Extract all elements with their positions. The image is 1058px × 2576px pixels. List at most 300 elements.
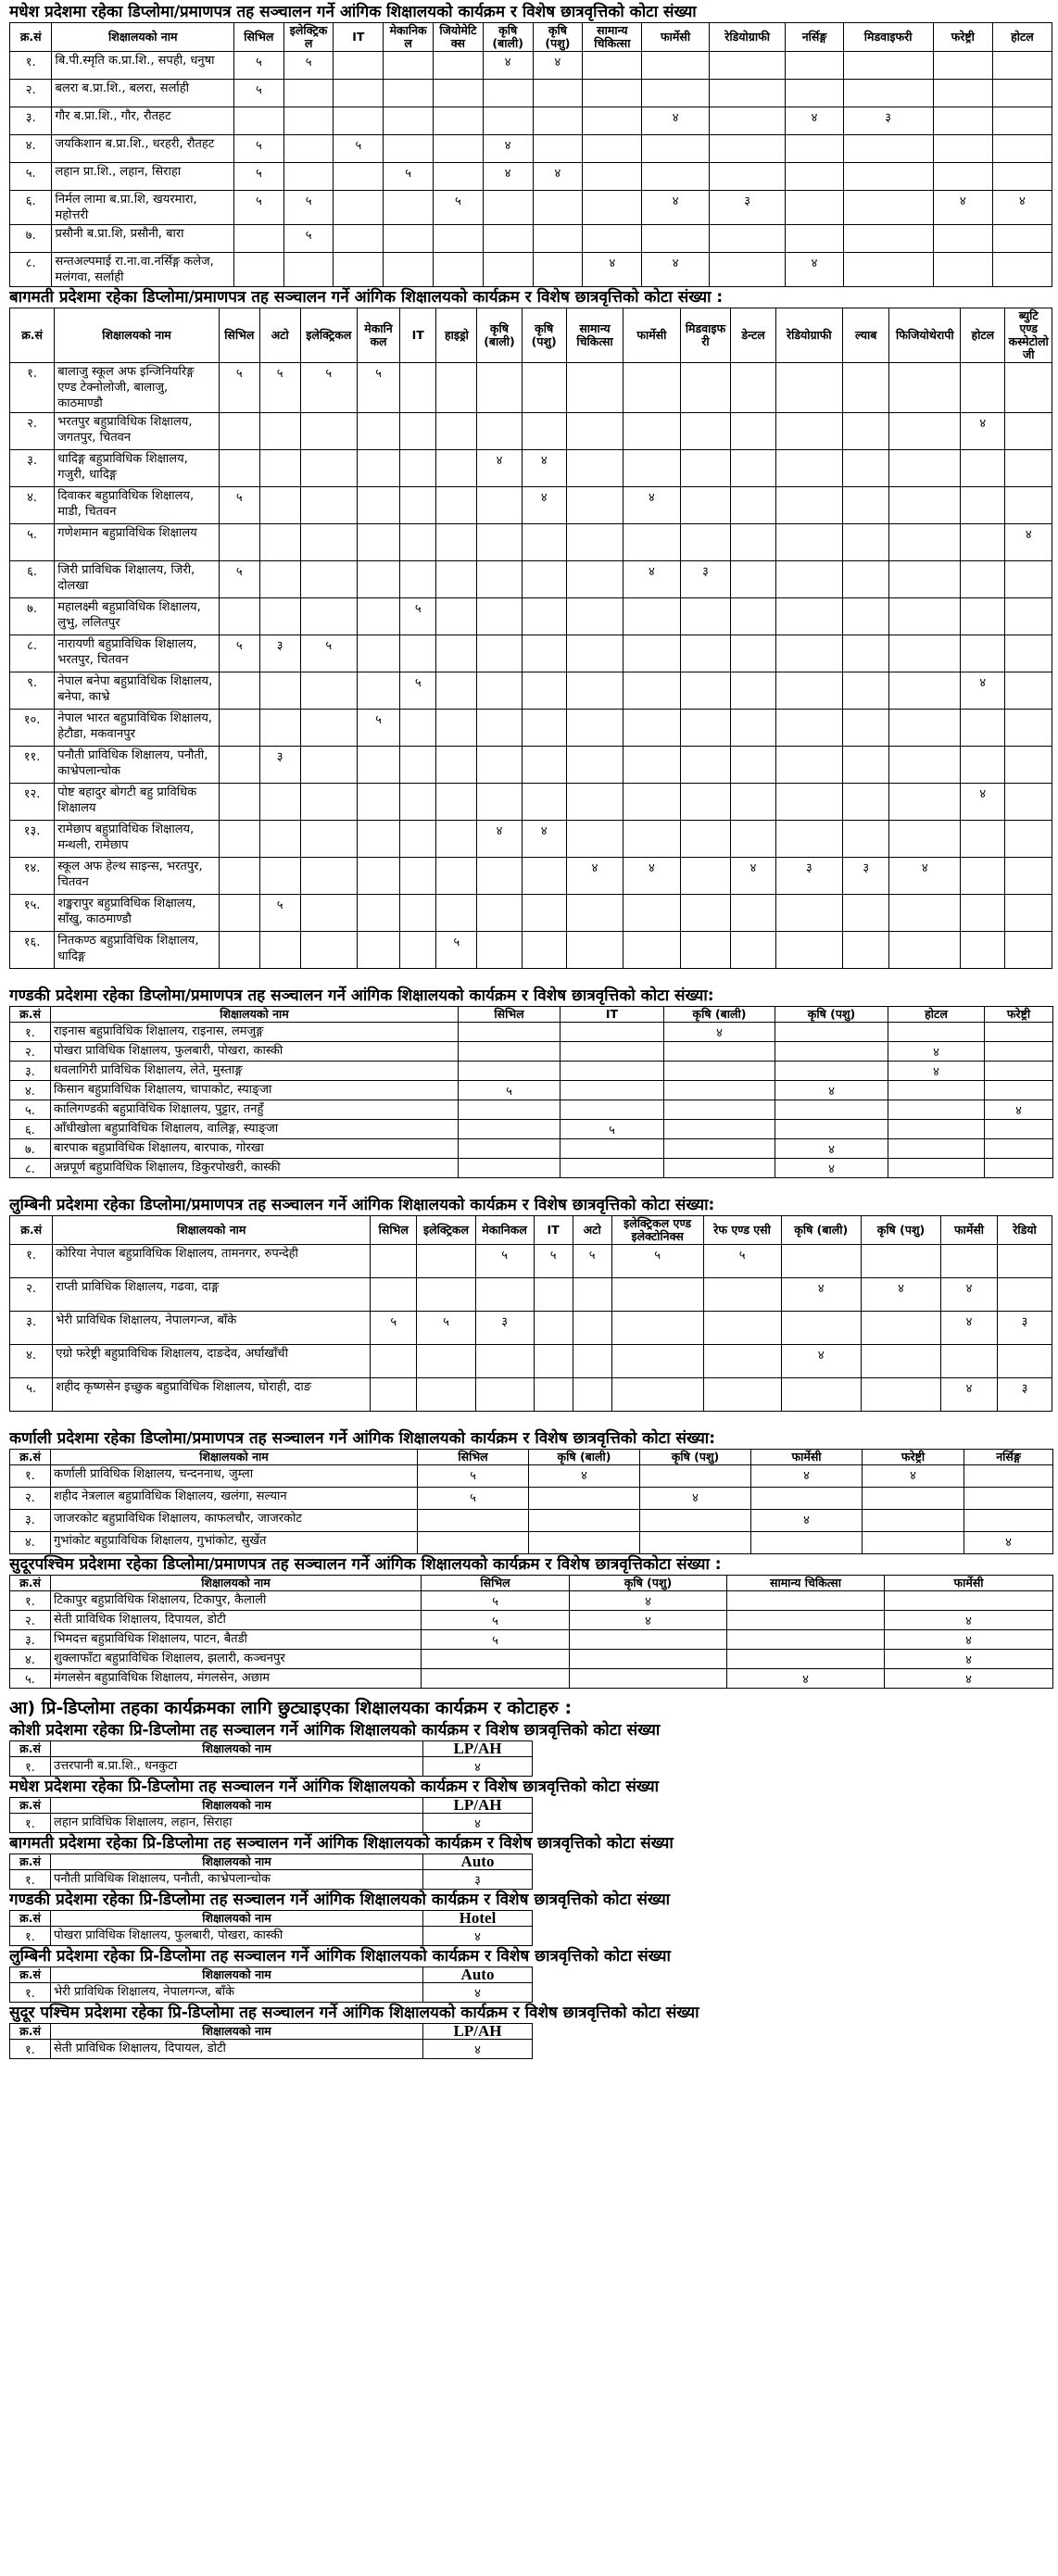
quota-cell [583,107,642,135]
quota-cell [992,225,1052,253]
quota-cell: ४ [423,1757,533,1777]
quota-cell [843,747,889,784]
table-row [10,1081,1053,1100]
quota-cell: ५ [422,1630,570,1650]
quota-cell [357,561,399,598]
quota-cell [300,487,357,524]
table-row [10,1814,533,1833]
quota-cell [998,1245,1052,1278]
quota-cell [861,1245,940,1278]
table-row [10,1139,1053,1159]
quota-cell: ५ [611,1245,703,1278]
bagmati-col-header: सिभिल [219,308,259,363]
serial-cell: ३. [10,450,55,487]
institution-name: शहीद नेत्रलाल बहुप्राविधिक शिक्षालय, खलंगा, सल्यान [51,1488,418,1510]
quota-cell [775,561,842,598]
serial-cell: ३. [10,1630,51,1650]
quota-cell [560,1081,664,1100]
institution-name: लहान प्राविधिक शिक्षालय, लहान, सिराहा [51,1814,423,1833]
pre-section-title: बागमती प्रदेशमा रहेका प्रि-डिप्लोमा तह सञ्चालन गर्ने आंगिक शिक्षालयको कार्यक्रम र विशेष छात्रवृत्तिको कोटा संख्या [9,1834,674,1853]
serial-cell: २. [10,413,55,450]
quota-cell [775,895,842,932]
quota-cell [566,561,623,598]
quota-cell: ४ [477,821,522,858]
gandaki-col-header: सिभिल [459,1007,560,1023]
quota-cell [642,135,709,163]
quota-cell [219,784,259,821]
quota-cell [709,107,786,135]
quota-cell [334,107,384,135]
quota-cell [623,672,680,710]
quota-cell: ५ [233,191,283,225]
quota-cell [436,895,477,932]
quota-cell [357,858,399,895]
madhesh-header-row [10,23,1052,52]
quota-cell: ४ [933,191,992,225]
quota-cell [566,487,623,524]
serial-cell: ५. [10,163,52,191]
institution-name: नितकण्ठ बहुप्राविधिक शिक्षालय, धादिङ्ग [55,932,220,969]
institution-name: पनौती प्राविधिक शिक्षालय, पनौती, काभ्रेपलान्चोक [51,1870,423,1890]
quota-cell [560,1062,664,1081]
quota-cell [775,672,842,710]
table-row [10,1345,1052,1378]
quota-cell [400,932,436,969]
quota-cell [475,1278,534,1312]
institution-name: रामेछाप बहुप्राविधिक शिक्षालय, मन्थली, रामेछाप [55,821,220,858]
serial-cell: ६. [10,1120,51,1139]
quota-cell [843,821,889,858]
table-row [10,672,1052,710]
bagmati-title: बागमती प्रदेशमा रहेका डिप्लोमा/प्रमाणपत्र तह सञ्चालन गर्ने आंगिक शिक्षालयको कार्यक्रम र विशेष छात्रवृत्तिको कोटा संख्या : [9,288,724,307]
quota-cell: ४ [751,1465,863,1488]
table-row [10,1757,533,1777]
lumbini-table [9,1215,1052,1412]
quota-cell [775,747,842,784]
quota-cell [570,1650,727,1669]
quota-cell [573,1378,611,1412]
quota-cell [570,1669,727,1689]
quota-cell [483,107,533,135]
quota-cell [400,487,436,524]
quota-cell [400,895,436,932]
institution-name: पोखरा प्राविधिक शिक्षालय, फुलबारी, पोखरा, कास्की [51,1042,459,1062]
lumbini-col-header: क्र.सं [10,1216,53,1245]
quota-cell: ५ [300,635,357,672]
serial-cell: १. [10,1927,51,1946]
quota-cell: ४ [781,1345,861,1378]
quota-cell [300,524,357,561]
quota-cell: ४ [961,413,1005,450]
quota-cell [775,1042,888,1062]
pre-header-row [10,1967,533,1983]
pre-section-table [9,1740,533,1777]
quota-cell [889,710,961,747]
quota-cell [566,450,623,487]
quota-cell [522,784,566,821]
quota-cell [522,598,566,635]
lumbini-col-header: रेफ एण्ड एसी [703,1216,781,1245]
quota-cell [961,895,1005,932]
quota-cell [961,561,1005,598]
quota-cell [642,163,709,191]
quota-cell [843,635,889,672]
quota-cell [566,932,623,969]
quota-cell [889,747,961,784]
quota-cell [400,524,436,561]
bagmati-col-header: फिजियोथेरापी [889,308,961,363]
table-row [10,191,1052,225]
karnali-title: कर्णाली प्रदेशमा रहेका डिप्लोमा/प्रमाणपत्र तह सञ्चालन गर्ने आंगिक शिक्षालयको कार्यक्रम र विशेष छात्रवृत्तिको कोटा संख्या: [9,1429,716,1448]
quota-cell [434,163,484,191]
quota-cell [436,858,477,895]
quota-cell [459,1120,560,1139]
quota-cell [933,80,992,107]
quota-cell [623,635,680,672]
sudur-header-row [10,1576,1053,1591]
bagmati-table [9,308,1052,969]
institution-name: बारपाक बहुप्राविधिक शिक्षालय, बारपाक, गोरखा [51,1139,459,1159]
madhesh-col-header: मिडवाइफरी [843,23,933,52]
quota-cell: ४ [623,858,680,895]
quota-cell [961,635,1005,672]
quota-cell [889,450,961,487]
quota-cell [642,225,709,253]
bagmati-col-header: क्र.सं [10,308,55,363]
quota-cell [709,163,786,191]
quota-cell [623,821,680,858]
quota-cell [477,524,522,561]
quota-cell [843,672,889,710]
pre-section-table [9,1797,533,1833]
quota-cell [384,191,434,225]
quota-cell: ५ [357,363,399,413]
quota-cell [566,635,623,672]
quota-cell [384,52,434,80]
quota-cell [522,932,566,969]
quota-cell: ५ [475,1245,534,1278]
quota-cell: ५ [259,363,300,413]
table-row [10,1611,1053,1630]
lumbini-col-header: कृषि (बाली) [781,1216,861,1245]
quota-cell [727,1630,885,1650]
table-row [10,747,1052,784]
quota-cell: ४ [642,191,709,225]
institution-name: शहीद कृष्णसेन इच्छुक बहुप्राविधिक शिक्षालय, घोराही, दाङ [53,1378,371,1412]
quota-cell [259,821,300,858]
quota-cell [933,52,992,80]
quota-cell [357,524,399,561]
quota-cell [477,858,522,895]
pre-col-name: शिक्षालयको नाम [51,1854,423,1870]
quota-cell [731,413,775,450]
quota-cell: ५ [436,932,477,969]
quota-cell [642,80,709,107]
gandaki-col-header: कृषि (बाली) [664,1007,775,1023]
quota-cell [889,524,961,561]
madhesh-col-header: नर्सिङ्ग [786,23,843,52]
quota-cell [357,413,399,450]
karnali-header-row [10,1450,1053,1465]
quota-cell [664,1062,775,1081]
quota-cell [219,932,259,969]
quota-cell [775,1100,888,1120]
quota-cell [888,1081,985,1100]
quota-cell [888,1100,985,1120]
lumbini-col-header: शिक्षालयको नाम [53,1216,371,1245]
gandaki-col-header: IT [560,1007,664,1023]
quota-cell: ४ [775,1081,888,1100]
spacer [9,1178,1052,1195]
quota-cell [961,710,1005,747]
gandaki-col-header: क्र.सं [10,1007,51,1023]
institution-name: भेरी प्राविधिक शिक्षालय, नेपालगन्ज, बाँके [51,1983,423,2003]
quota-cell [964,1488,1053,1510]
karnali-col-header: सिभिल [418,1450,529,1465]
quota-cell [889,784,961,821]
quota-cell [475,1378,534,1412]
pre-col-name: शिक्षालयको नाम [51,1798,423,1814]
quota-cell: ३ [423,1870,533,1890]
quota-cell: ५ [233,80,283,107]
serial-cell: १६. [10,932,55,969]
quota-cell [843,895,889,932]
quota-cell [384,107,434,135]
sudur-col-header: शिक्षालयको नाम [51,1576,422,1591]
institution-name: पोष्ट बहादुर बोगटी बहु प्राविधिक शिक्षालय [55,784,220,821]
quota-cell [775,450,842,487]
pre-col-name: शिक्षालयको नाम [51,2024,423,2040]
quota-cell [703,1378,781,1412]
sudur-col-header: सामान्य चिकित्सा [727,1576,885,1591]
quota-cell [664,1042,775,1062]
quota-cell [985,1042,1053,1062]
quota-cell: ४ [1005,524,1052,561]
quota-cell [843,450,889,487]
quota-cell: ५ [703,1245,781,1278]
table-row [10,1120,1053,1139]
quota-cell [583,163,642,191]
institution-name: कालिगण्डकी बहुप्राविधिक शिक्षालय, पुट्टार, तनहुँ [51,1100,459,1120]
quota-cell [573,1345,611,1378]
institution-name: उत्तरपानी ब.प्रा.शि., धनकुटा [51,1757,423,1777]
quota-cell: ४ [775,1159,888,1178]
quota-cell [664,1100,775,1120]
quota-cell: ४ [664,1023,775,1042]
gandaki-header-row [10,1007,1053,1023]
table-row [10,784,1052,821]
quota-cell: ४ [888,1062,985,1081]
quota-cell [775,635,842,672]
quota-cell: ४ [623,561,680,598]
institution-name: स्कूल अफ हेल्थ साइन्स, भरतपुर, चितवन [55,858,220,895]
sudur-col-header: फार्मेसी [885,1576,1053,1591]
quota-cell [583,191,642,225]
bagmati-col-header: ब्युटि एण्ड कस्मेटोलोजी [1005,308,1052,363]
quota-cell [640,1532,751,1554]
quota-cell [786,80,843,107]
bagmati-header-row [10,308,1052,363]
quota-cell: ५ [283,191,334,225]
pre-program-header: Hotel [423,1911,533,1927]
pre-col-sn: क्र.सं [10,1741,51,1757]
lumbini-col-header: रेडियो [998,1216,1052,1245]
institution-name: धवलागिरी प्राविधिक शिक्षालय, लेते, मुस्ताङ्ग [51,1062,459,1081]
quota-cell [434,135,484,163]
pre-section-table [9,1910,533,1946]
sudur-col-header: सिभिल [422,1576,570,1591]
quota-cell: ४ [533,163,583,191]
quota-cell [522,635,566,672]
quota-cell [680,784,731,821]
quota-cell [642,52,709,80]
gandaki-title: गण्डकी प्रदेशमा रहेका डिप्लोमा/प्रमाणपत्र तह सञ्चालन गर्ने आंगिक शिक्षालयको कार्यक्रम र विशेष छात्रवृत्तिको कोटा संख्या: [9,986,714,1005]
quota-cell [1005,932,1052,969]
quota-cell [357,747,399,784]
quota-cell [843,784,889,821]
quota-cell: ३ [843,107,933,135]
quota-cell [998,1278,1052,1312]
quota-cell [703,1312,781,1345]
quota-cell [863,1488,964,1510]
pre-col-name: शिक्षालयको नाम [51,1741,423,1757]
quota-cell [727,1591,885,1611]
pre-header-row [10,1854,533,1870]
quota-cell: ५ [400,598,436,635]
quota-cell: ५ [219,635,259,672]
quota-cell [843,524,889,561]
quota-cell [727,1611,885,1630]
table-row [10,932,1052,969]
quota-cell [477,363,522,413]
table-row [10,1591,1053,1611]
pre-col-sn: क्र.सं [10,2024,51,2040]
quota-cell [843,191,933,225]
serial-cell: १. [10,1983,51,2003]
quota-cell [843,932,889,969]
institution-name: जाजरकोट बहुप्राविधिक शिक्षालय, काफलचौर, जाजरकोट [51,1510,418,1532]
quota-cell: ४ [885,1669,1053,1689]
quota-cell [434,225,484,253]
quota-cell [417,1245,475,1278]
quota-cell [992,52,1052,80]
quota-cell [1005,747,1052,784]
quota-cell [400,747,436,784]
bagmati-col-header: फार्मेसी [623,308,680,363]
quota-cell: ४ [533,52,583,80]
quota-cell [522,672,566,710]
quota-cell [219,450,259,487]
pre-header-row [10,1911,533,1927]
quota-cell [219,598,259,635]
quota-cell: ४ [861,1278,940,1312]
quota-cell [889,363,961,413]
quota-cell: ३ [998,1378,1052,1412]
serial-cell: ३. [10,1062,51,1081]
quota-cell [334,225,384,253]
institution-name: दिवाकर बहुप्राविधिक शिक्षालय, माडी, चितवन [55,487,220,524]
quota-cell [861,1345,940,1378]
quota-cell: ४ [751,1510,863,1532]
serial-cell: ४. [10,487,55,524]
serial-cell: १४. [10,858,55,895]
quota-cell [400,561,436,598]
quota-cell [680,487,731,524]
quota-cell [623,932,680,969]
spacer [9,969,1052,986]
quota-cell [566,363,623,413]
quota-cell [259,524,300,561]
quota-cell [259,932,300,969]
quota-cell [477,784,522,821]
quota-cell [786,191,843,225]
quota-cell [283,107,334,135]
bagmati-col-header: मेकानिकल [357,308,399,363]
quota-cell [529,1510,640,1532]
quota-cell [434,107,484,135]
pre-program-header: LP/AH [423,2024,533,2040]
pre-col-name: शिक्षालयको नाम [51,1911,423,1927]
institution-name: प्रसौनी ब.प्रा.शि, प्रसौनी, बारा [52,225,233,253]
serial-cell: ६. [10,561,55,598]
quota-cell [477,413,522,450]
quota-cell: ४ [623,487,680,524]
bagmati-col-header: रेडियोग्राफी [775,308,842,363]
institution-name: किसान बहुप्राविधिक शिक्षालय, चापाकोट, स्याङ्जा [51,1081,459,1100]
madhesh-col-header: सिभिल [233,23,283,52]
lumbini-col-header: अटो [573,1216,611,1245]
quota-cell: ४ [522,450,566,487]
quota-cell [566,413,623,450]
quota-cell: ३ [259,635,300,672]
quota-cell [436,524,477,561]
quota-cell [534,1345,573,1378]
quota-cell [477,932,522,969]
quota-cell [889,932,961,969]
pre-header-row [10,2024,533,2040]
quota-cell [400,710,436,747]
quota-cell [371,1378,417,1412]
quota-cell [889,561,961,598]
quota-cell [751,1532,863,1554]
quota-cell: ५ [418,1488,529,1510]
quota-cell [786,225,843,253]
quota-cell [985,1081,1053,1100]
quota-cell [400,858,436,895]
quota-cell [583,80,642,107]
bagmati-col-header: होटल [961,308,1005,363]
serial-cell: ४. [10,1650,51,1669]
quota-cell [371,1278,417,1312]
institution-name: सेती प्राविधिक शिक्षालय, दिपायल, डोटी [51,2040,423,2059]
quota-cell [560,1159,664,1178]
sudur-table [9,1575,1053,1689]
quota-cell [985,1023,1053,1042]
quota-cell: ४ [423,1814,533,1833]
serial-cell: २. [10,1042,51,1062]
quota-cell: ५ [300,363,357,413]
bagmati-col-header: ल्याब [843,308,889,363]
quota-cell [775,524,842,561]
quota-cell: ५ [400,672,436,710]
quota-cell: ४ [775,1139,888,1159]
quota-cell [680,450,731,487]
quota-cell [1005,784,1052,821]
quota-cell [985,1120,1053,1139]
quota-cell [709,253,786,287]
institution-name: बलरा ब.प्रा.शि., बलरा, सर्लाही [52,80,233,107]
table-row [10,710,1052,747]
